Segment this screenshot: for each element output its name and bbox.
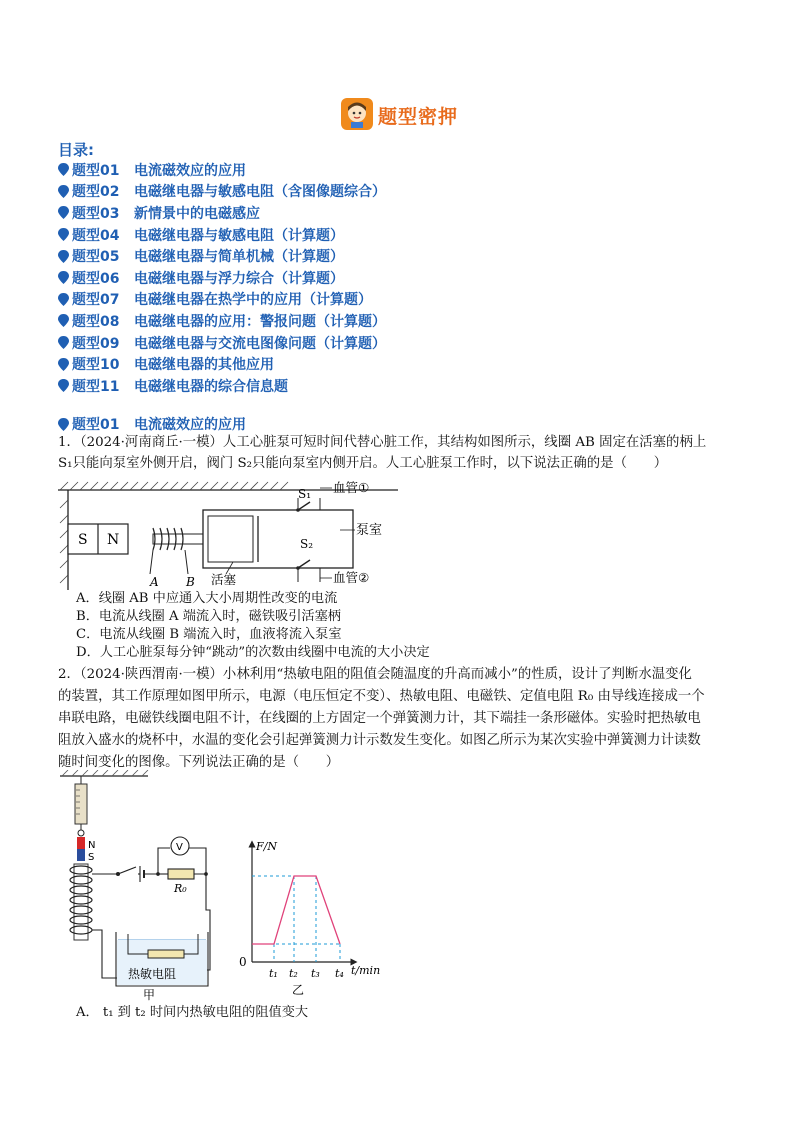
toc-item-label: 电流磁效应的应用: [134, 162, 246, 179]
q1-option-b: B．电流从线圈 A 端流入时，磁铁吸引活塞柄: [76, 609, 341, 624]
q2-stem-line3: 串联电路，电磁铁线圈电阻不计，在线圈的上方固定一个弹簧测力计，其下端挂一条形磁体。实验时把热敏电: [58, 711, 701, 726]
toc-item[interactable]: [58, 310, 658, 332]
q2-stem-line1: 2．（2024·陕西渭南·一模）小林利用“热敏电阻的阻值会随温度的升高而减小”的性质，设计了判断水温变化: [58, 667, 692, 682]
magnet-n-label-2: N: [88, 840, 96, 851]
pin-icon: [58, 358, 69, 371]
q1-stem-line1: 1．（2024·河南商丘·一模）人工心脏泵可短时间代替心脏工作，其结构如图所示，线圈 AB 固定在活塞的柄上: [58, 435, 707, 450]
toc-list: [58, 159, 658, 397]
toc-item-label: 电磁继电器在热学中的应用（计算题）: [134, 292, 372, 309]
toc-title: 目录:: [58, 141, 94, 159]
pin-icon: [58, 418, 69, 431]
badge-face-icon: [341, 98, 373, 130]
magnet-s-label: S: [78, 532, 88, 548]
toc-item-label: 电磁继电器与交流电图像问题（计算题）: [134, 335, 386, 352]
toc-item[interactable]: [58, 353, 658, 375]
section-heading: [58, 414, 246, 434]
q2-stem-line4: 阻放入盛水的烧杯中，水温的变化会引起弹簧测力计示数发生变化。如图乙所示为某次实验中弹簧测力计读数: [58, 733, 701, 748]
toc-item[interactable]: [58, 224, 658, 246]
valve-s1-label: S₁: [298, 487, 312, 501]
toc-item[interactable]: [58, 245, 658, 267]
valve-s2-label: S₂: [300, 537, 314, 551]
coil-b-label: B: [186, 575, 195, 589]
toc-item[interactable]: [58, 289, 658, 311]
q1-option-d: D．人工心脏泵每分钟“跳动”的次数由线圈中电流的大小决定: [76, 645, 430, 660]
pin-icon: [58, 314, 69, 327]
q2-figure-yi: [236, 836, 396, 1000]
magnet-n-label: N: [107, 532, 120, 548]
piston-label: 活塞: [211, 572, 237, 587]
toc-item-type: 题型02: [72, 184, 120, 201]
section-type: 题型01: [72, 417, 120, 433]
r0-label: R₀: [174, 882, 187, 895]
coil-a-label: A: [150, 575, 159, 589]
toc-item-type: 题型08: [72, 313, 120, 330]
force-curve: [252, 876, 340, 944]
pin-icon: [58, 185, 69, 198]
thermistor-label: 热敏电阻: [128, 967, 177, 981]
tick-t3: t₃: [311, 967, 320, 980]
toc-item-label: 电磁继电器与敏感电阻（计算题）: [134, 227, 344, 244]
figure-jia-caption: 甲: [143, 988, 156, 1002]
toc-item-type: 题型05: [72, 249, 120, 266]
pump-label: 泵室: [356, 523, 383, 538]
pin-icon: [58, 250, 69, 263]
toc-item-label: 电磁继电器与简单机械（计算题）: [134, 249, 344, 266]
vessel2-label: 血管②: [333, 570, 370, 585]
q2-option-a: A． t₁ 到 t₂ 时间内热敏电阻的阻值变大: [76, 1005, 309, 1020]
toc-item-type: 题型09: [72, 335, 120, 352]
q2-stem-line5: 随时间变化的图像。下列说法正确的是（ ）: [58, 755, 340, 770]
y-axis-label: F/N: [256, 840, 277, 853]
q1-option-c: C．电流从线圈 B 端流入时，血液将流入泵室: [76, 627, 342, 642]
pin-icon: [58, 271, 69, 284]
toc-item-type: 题型10: [72, 357, 120, 374]
figure-yi-caption: 乙: [292, 983, 305, 997]
toc-item[interactable]: [58, 267, 658, 289]
toc-item[interactable]: [58, 202, 658, 224]
voltmeter-label: V: [176, 842, 183, 853]
toc-item[interactable]: [58, 181, 658, 203]
toc-item-label: 电磁继电器的其他应用: [134, 357, 274, 374]
section-text: 电流磁效应的应用: [134, 417, 246, 433]
badge-title: 题型密押: [378, 106, 459, 128]
toc-item-label: 电磁继电器与浮力综合（计算题）: [134, 270, 344, 287]
tick-t1: t₁: [269, 967, 278, 980]
toc-item-label: 新情景中的电磁感应: [134, 205, 260, 222]
toc-item[interactable]: [58, 375, 658, 397]
x-axis-label: t/min: [351, 964, 381, 977]
origin-label: 0: [239, 955, 247, 969]
tick-t4: t₄: [335, 967, 344, 980]
pin-icon: [58, 206, 69, 219]
pin-icon: [58, 293, 69, 306]
q1-stem-line2: S₁只能向泵室外侧开启，阀门 S₂只能向泵室内侧开启。人工心脏泵工作时，以下说法正确的是（ ）: [58, 456, 668, 471]
tick-t2: t₂: [289, 967, 298, 980]
q2-figure-jia: [58, 770, 218, 1002]
vessel1-label: 血管①: [333, 480, 370, 495]
toc-item-type: 题型01: [72, 162, 120, 179]
pin-icon: [58, 228, 69, 241]
toc-item-type: 题型03: [72, 205, 120, 222]
toc-item-type: 题型06: [72, 270, 120, 287]
q1-option-a: A．线圈 AB 中应通入大小周期性改变的电流: [76, 591, 338, 606]
toc-item-type: 题型11: [72, 378, 120, 395]
toc-item-label: 电磁继电器的应用：警报问题（计算题）: [134, 313, 386, 330]
guide-lines: [252, 876, 340, 962]
toc-item-label: 电磁继电器的综合信息题: [134, 378, 288, 395]
toc-item-type: 题型04: [72, 227, 120, 244]
toc-item[interactable]: [58, 332, 658, 354]
pin-icon: [58, 336, 69, 349]
magnet-s-label-2: S: [88, 852, 95, 863]
pin-icon: [58, 163, 69, 176]
toc-item[interactable]: [58, 159, 658, 181]
q2-stem-line2: 的装置，其工作原理如图甲所示，电源（电压恒定不变）、热敏电阻、电磁铁、定值电阻 R₀ 由导线连接成一个: [58, 689, 705, 704]
q1-figure: [58, 478, 398, 590]
toc-item-type: 题型07: [72, 292, 120, 309]
pin-icon: [58, 379, 69, 392]
toc-item-label: 电磁继电器与敏感电阻（含图像题综合）: [134, 184, 386, 201]
